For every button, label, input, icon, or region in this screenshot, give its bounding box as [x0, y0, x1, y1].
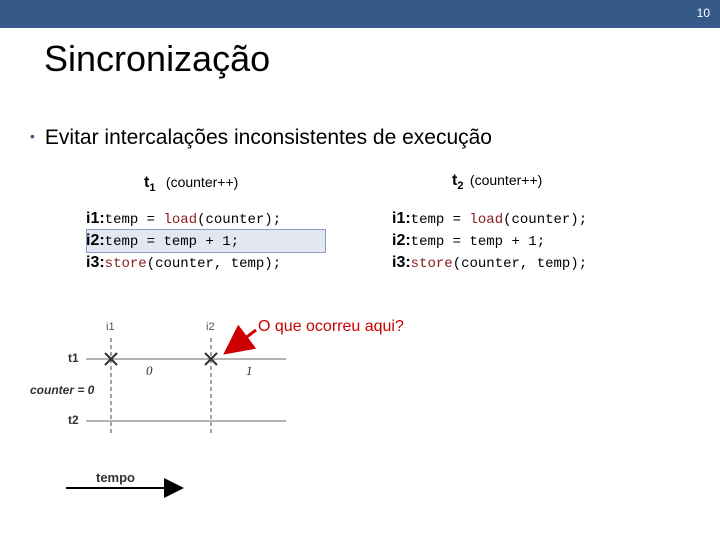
thread-1-name: $t_1$ [144, 174, 156, 195]
thread-1-note: (counter++) [165, 174, 239, 190]
instruction-label: i3: [86, 254, 105, 271]
function-name: load [469, 212, 504, 228]
function-name: store [410, 256, 453, 272]
code-text: temp = [410, 212, 470, 228]
thread-2-name: $t_2$ [452, 172, 464, 193]
instruction-label: i2: [392, 232, 411, 249]
row-label-t1: t1 [68, 351, 79, 365]
instruction-label: i1: [392, 210, 411, 227]
function-name: store [104, 256, 147, 272]
code-text: (counter, temp); [452, 256, 588, 272]
thread-2-note: (counter++) [469, 172, 543, 188]
code-text: (counter, temp); [146, 256, 282, 272]
red-pointer-arrow [228, 330, 256, 351]
col-label-i2: i2 [206, 321, 215, 333]
code-text: temp = temp + 1; [104, 234, 240, 250]
bullet-dot-icon: • [30, 128, 35, 144]
page-number: 10 [696, 6, 710, 20]
instruction-label: i2: [86, 232, 105, 249]
code-text: temp = [104, 212, 164, 228]
instruction-label: i3: [392, 254, 411, 271]
row-label-t2: t2 [68, 413, 79, 427]
instruction-label: i1: [86, 210, 105, 227]
function-name: load [163, 212, 198, 228]
counter-label: counter = 0 [30, 383, 95, 397]
code-text: temp = temp + 1; [410, 234, 546, 250]
col-label-i1: i1 [106, 321, 115, 333]
code-text: (counter); [503, 212, 588, 228]
bullet-text: Evitar intercalações inconsistentes de execução [44, 126, 492, 149]
slide-title: Sincronização [44, 38, 271, 79]
value-1: 1 [246, 363, 253, 378]
question-text: O que ocorreu aqui? [258, 318, 404, 335]
code-text: (counter); [197, 212, 282, 228]
time-axis-label: tempo [96, 470, 135, 485]
value-0: 0 [146, 363, 153, 378]
